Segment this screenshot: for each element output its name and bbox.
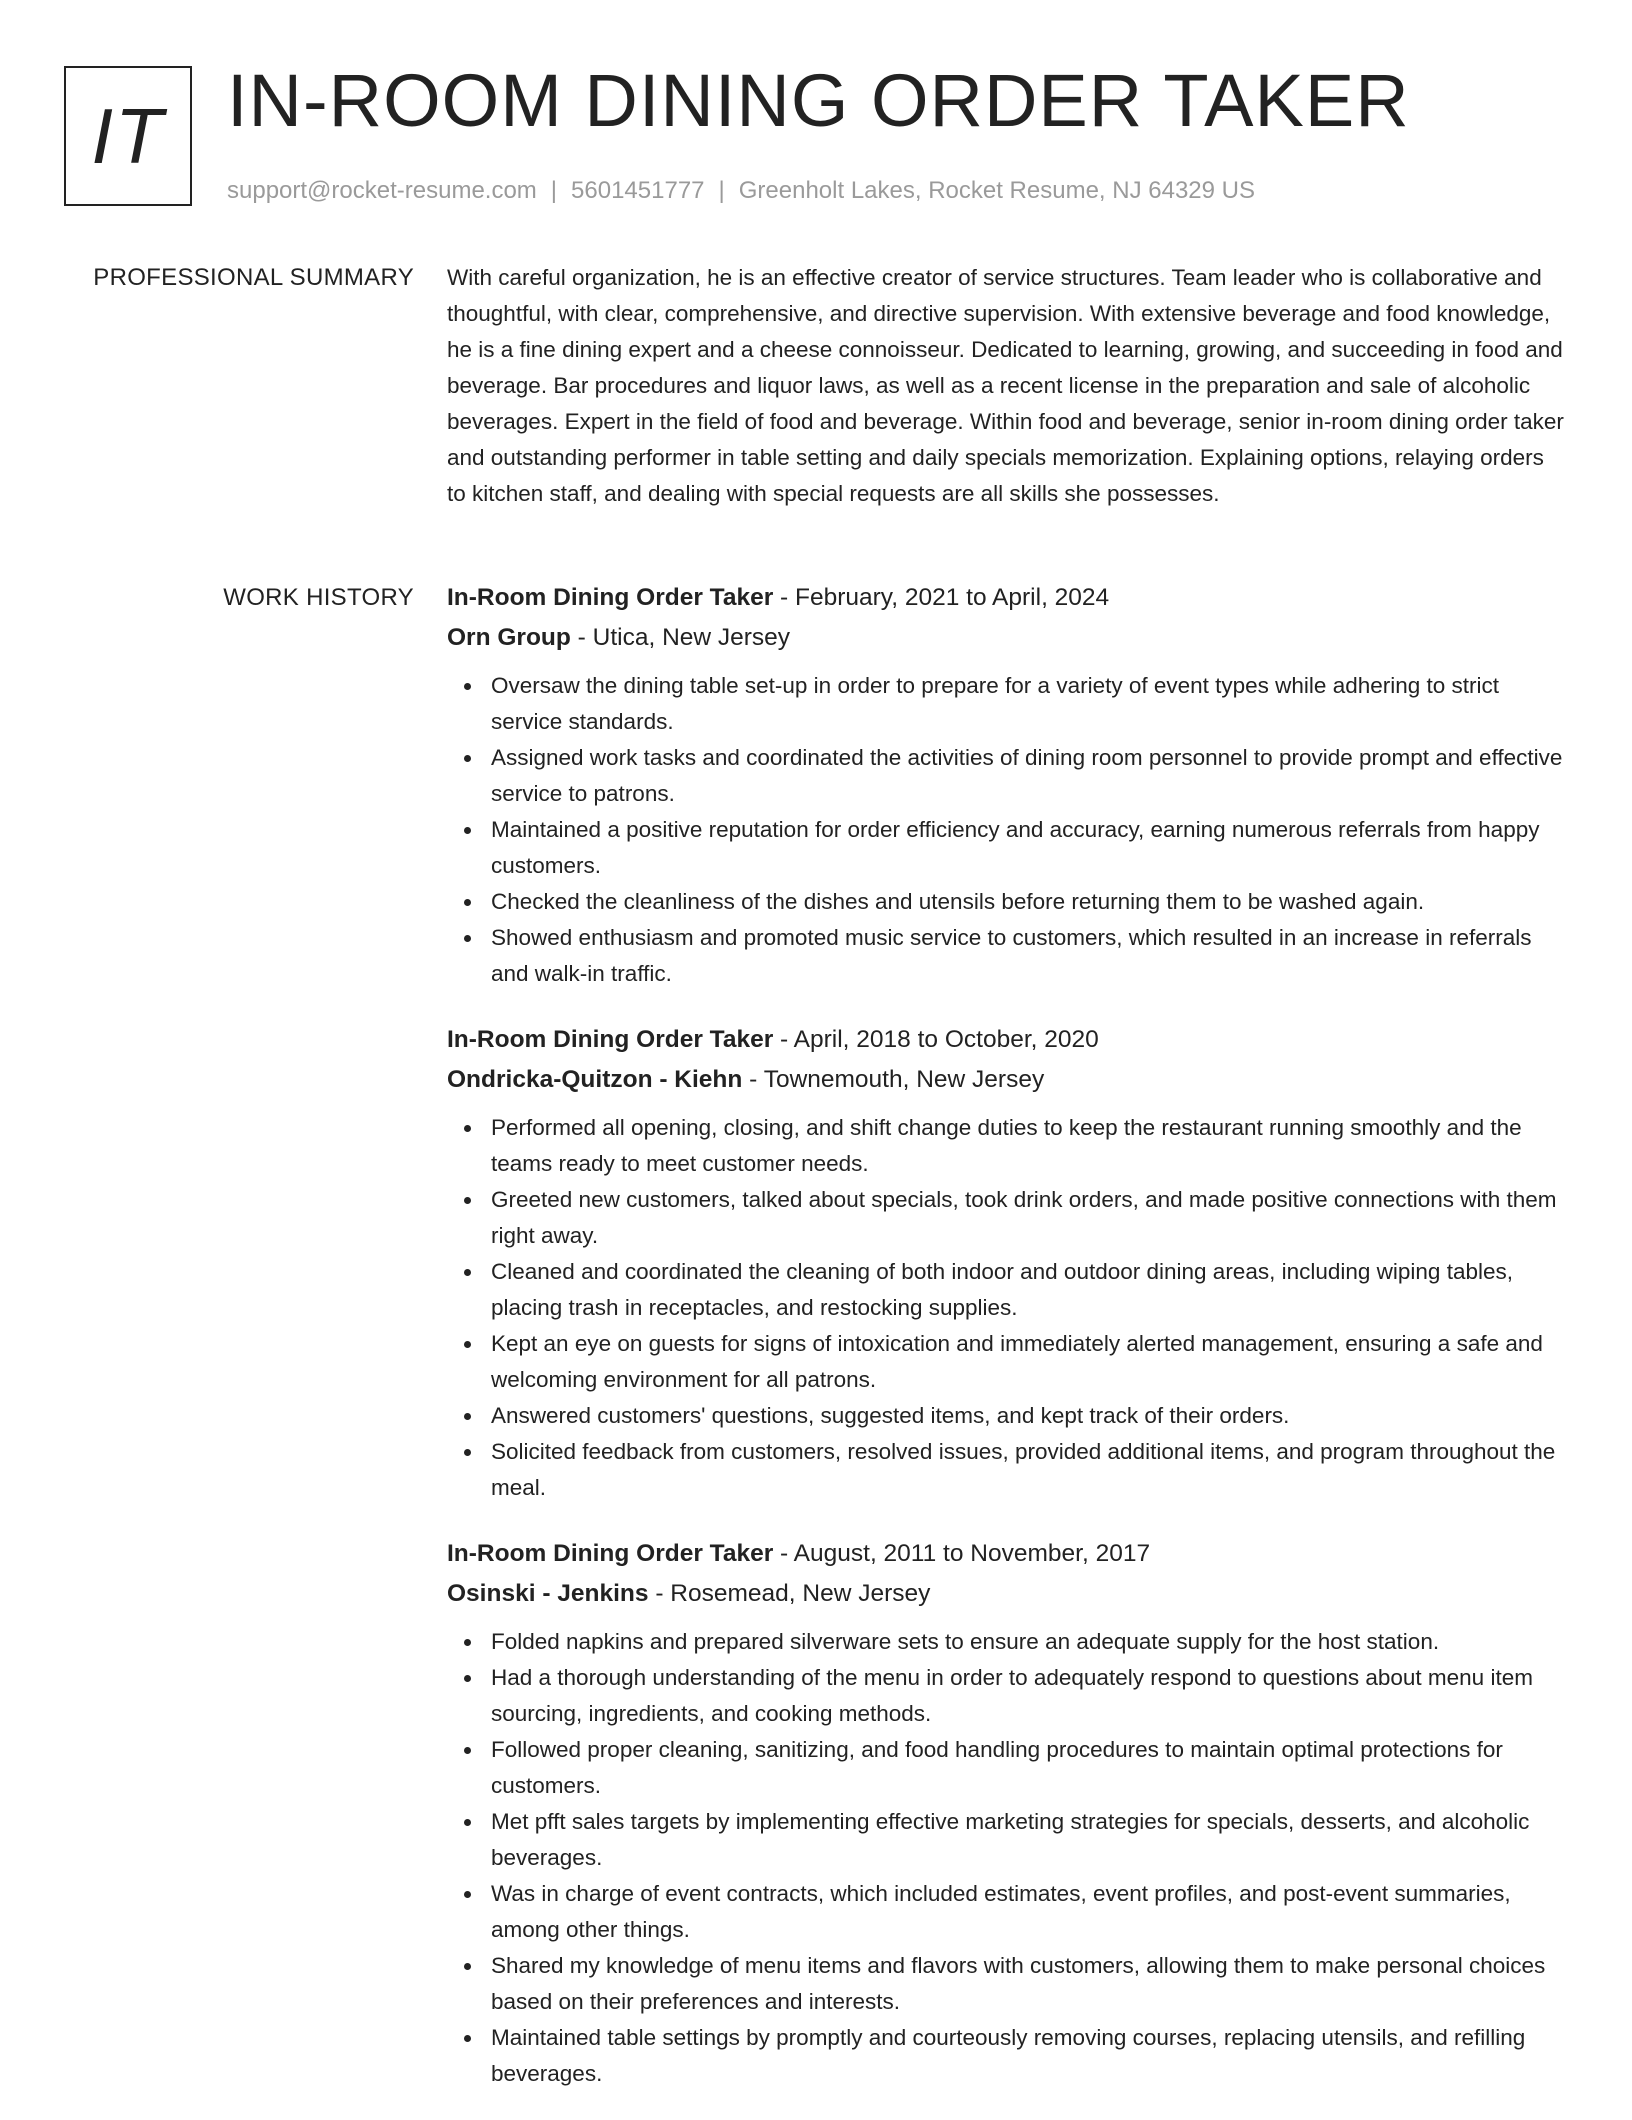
- job-bullet-text: Had a thorough understanding of the menu in order to adequately respond to questions about menu item sourcing, ingredients, and cooking methods.: [491, 1665, 1533, 1726]
- job-bullet: [491, 668, 1567, 740]
- job-title-line: [447, 578, 1567, 618]
- job-bullet-text: Kept an eye on guests for signs of intoxication and immediately alerted management, ensuring a safe and welcoming environment for all patrons.: [491, 1331, 1543, 1392]
- job-company: Orn Group: [447, 624, 571, 651]
- bullet-dot: [464, 1639, 471, 1646]
- job-bullet: [491, 812, 1567, 884]
- job-bullet-text: Cleaned and coordinated the cleaning of both indoor and outdoor dining areas, including wiping tables, placing trash in receptacles, and restocking supplies.: [491, 1259, 1513, 1320]
- bullet-dot: [464, 755, 471, 762]
- job-bullets: [447, 668, 1567, 992]
- job-bullet: [491, 1398, 1567, 1434]
- summary-body: [447, 260, 1567, 512]
- job-bullet: [491, 1804, 1567, 1876]
- job-bullet: [491, 1326, 1567, 1398]
- job-entry: [447, 1534, 1567, 2092]
- bullet-dot: [464, 2035, 471, 2042]
- work-history-label: WORK HISTORY: [223, 584, 414, 611]
- job-location: - Utica, New Jersey: [570, 624, 791, 651]
- job-bullet: [491, 1732, 1567, 1804]
- job-bullet-text: Greeted new customers, talked about specials, took drink orders, and made positive connections with them right away.: [491, 1187, 1557, 1248]
- job-bullet-text: Checked the cleanliness of the dishes and utensils before returning them to be washed again.: [491, 889, 1425, 914]
- job-bullet-text: Oversaw the dining table set-up in order to prepare for a variety of event types while adhering to strict service standards.: [491, 673, 1500, 734]
- bullet-dot: [464, 1125, 471, 1132]
- job-dates: - February, 2021 to April, 2024: [773, 584, 1110, 611]
- job-title: In-Room Dining Order Taker: [447, 1540, 774, 1567]
- bullet-dot: [464, 1413, 471, 1420]
- job-company: Osinski - Jenkins: [447, 1580, 649, 1607]
- bullet-dot: [464, 935, 471, 942]
- job-bullet-text: Maintained table settings by promptly and courteously removing courses, replacing utensils, and refilling beverages.: [491, 2025, 1526, 2086]
- job-bullet-text: Followed proper cleaning, sanitizing, and food handling procedures to maintain optimal protections for customers.: [491, 1737, 1503, 1798]
- bullet-dot: [464, 1449, 471, 1456]
- job-title: In-Room Dining Order Taker: [447, 1026, 774, 1053]
- job-bullet: [491, 920, 1567, 992]
- job-title: In-Room Dining Order Taker: [447, 584, 774, 611]
- job-bullet-text: Maintained a positive reputation for order efficiency and accuracy, earning numerous referrals from happy customers.: [491, 817, 1540, 878]
- bullet-dot: [464, 1675, 471, 1682]
- work-history-body: [447, 578, 1567, 2120]
- contact-email: support@rocket-resume.com: [227, 177, 537, 204]
- contact-phone: 5601451777: [571, 177, 705, 204]
- job-bullet-text: Shared my knowledge of menu items and flavors with customers, allowing them to make personal choices based on their preferences and interests.: [491, 1953, 1546, 2014]
- job-bullet-text: Assigned work tasks and coordinated the activities of dining room personnel to provide prompt and effective service to patrons.: [491, 745, 1563, 806]
- page-title: IN-ROOM DINING ORDER TAKER: [227, 59, 1410, 142]
- bullet-dot: [464, 683, 471, 690]
- contact-address: Greenholt Lakes, Rocket Resume, NJ 64329 US: [738, 177, 1256, 204]
- job-bullet-text: Solicited feedback from customers, resolved issues, provided additional items, and program throughout the meal.: [491, 1439, 1556, 1500]
- job-bullets: [447, 1624, 1567, 2092]
- job-bullet-text: Answered customers' questions, suggested items, and kept track of their orders.: [491, 1403, 1290, 1428]
- job-bullet-text: Showed enthusiasm and promoted music service to customers, which resulted in an increase in referrals and walk-in traffic.: [491, 925, 1532, 986]
- job-dates: - April, 2018 to October, 2020: [773, 1026, 1099, 1053]
- job-bullet: [491, 1660, 1567, 1732]
- bullet-dot: [464, 1197, 471, 1204]
- job-bullets: [447, 1110, 1567, 1506]
- bullet-dot: [464, 1341, 471, 1348]
- job-bullet: [491, 1948, 1567, 2020]
- contact-separator: |: [718, 177, 725, 204]
- summary-text: With careful organization, he is an effective creator of service structures. Team leader who is collaborative and thoughtful, with clear, comprehensive, and directive supervision. With extensive beverage and food knowledge, he is a fine dining expert and a cheese connoisseur. Dedicated to learning, growing, and succeeding in food and beverage. Bar procedures and liquor laws, as well as a recent license in the preparation and sale of alcoholic beverages. Expert in the field of food and beverage. Within food and beverage, senior in-room dining order taker and outstanding performer in table setting and daily specials memorization. Explaining options, relaying orders to kitchen staff, and dealing with special requests are all skills she possesses.: [447, 265, 1564, 506]
- job-entry: [447, 1020, 1567, 1506]
- job-bullet: [491, 1876, 1567, 1948]
- bullet-dot: [464, 899, 471, 906]
- job-company: Ondricka-Quitzon - Kiehn: [447, 1066, 743, 1093]
- job-bullet-text: Met pfft sales targets by implementing effective marketing strategies for specials, desserts, and alcoholic beverages.: [491, 1809, 1530, 1870]
- job-bullet: [491, 2020, 1567, 2092]
- job-bullet-text: Performed all opening, closing, and shift change duties to keep the restaurant running smoothly and the teams ready to meet customer needs.: [491, 1115, 1522, 1176]
- contact-separator: |: [550, 177, 558, 204]
- bullet-dot: [464, 827, 471, 834]
- job-bullet-text: Folded napkins and prepared silverware sets to ensure an adequate supply for the host station.: [491, 1629, 1440, 1654]
- job-location: - Rosemead, New Jersey: [648, 1580, 931, 1607]
- contact-line: [227, 174, 1255, 208]
- job-company-line: [447, 1060, 1567, 1100]
- job-title-line: [447, 1020, 1567, 1060]
- job-bullet-text: Was in charge of event contracts, which included estimates, event profiles, and post-event summaries, among other things.: [491, 1881, 1511, 1942]
- job-bullet: [491, 1110, 1567, 1182]
- job-title-line: [447, 1534, 1567, 1574]
- job-bullet: [491, 884, 1567, 920]
- job-dates: - August, 2011 to November, 2017: [773, 1540, 1151, 1567]
- job-bullet: [491, 740, 1567, 812]
- job-company-line: [447, 618, 1567, 658]
- bullet-dot: [464, 1269, 471, 1276]
- monogram-logo: [64, 66, 192, 206]
- job-company-line: [447, 1574, 1567, 1614]
- summary-label: PROFESSIONAL SUMMARY: [93, 264, 414, 291]
- bullet-dot: [464, 1747, 471, 1754]
- bullet-dot: [464, 1891, 471, 1898]
- monogram-initials: IT: [91, 91, 165, 180]
- job-bullet: [491, 1624, 1567, 1660]
- bullet-dot: [464, 1963, 471, 1970]
- job-entry: [447, 578, 1567, 992]
- job-bullet: [491, 1254, 1567, 1326]
- job-location: - Townemouth, New Jersey: [742, 1066, 1045, 1093]
- job-bullet: [491, 1182, 1567, 1254]
- job-bullet: [491, 1434, 1567, 1506]
- bullet-dot: [464, 1819, 471, 1826]
